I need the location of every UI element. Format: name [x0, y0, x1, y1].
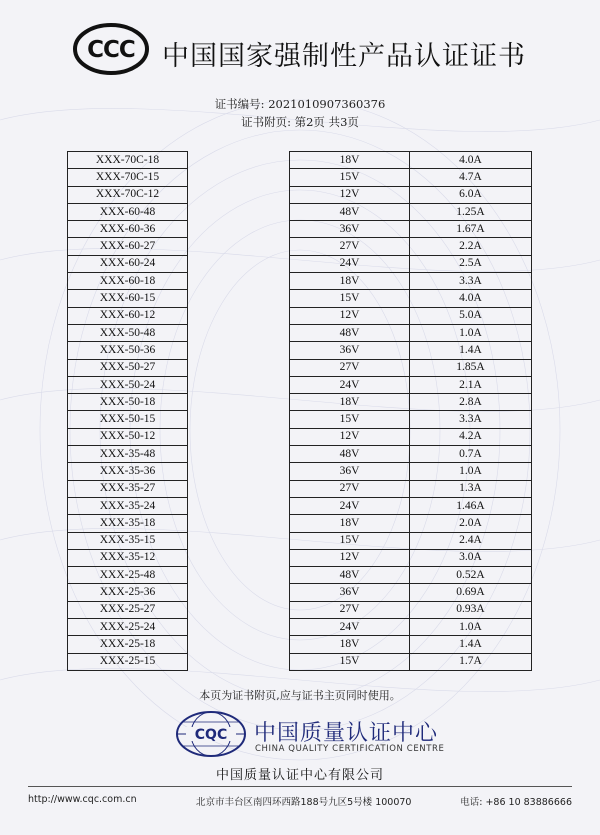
current-cell: 2.8A — [410, 394, 532, 411]
ccc-mark-logo — [72, 22, 150, 76]
voltage-cell: 12V — [290, 549, 410, 566]
current-cell: 2.5A — [410, 255, 532, 272]
model-cell: XXX-35-12 — [68, 549, 188, 566]
voltage-cell: 27V — [290, 480, 410, 497]
voltage-cell: 36V — [290, 221, 410, 238]
model-cell: XXX-35-48 — [68, 446, 188, 463]
footer-address: 北京市丰台区南四环西路188号九区5号楼 100070 — [196, 797, 412, 808]
model-cell: XXX-35-18 — [68, 515, 188, 532]
model-cell: XXX-50-24 — [68, 376, 188, 393]
blank-cell — [188, 324, 290, 341]
voltage-cell: 27V — [290, 359, 410, 376]
model-rating-table — [67, 151, 532, 671]
model-cell: XXX-35-27 — [68, 480, 188, 497]
voltage-cell: 36V — [290, 463, 410, 480]
model-cell: XXX-70C-18 — [68, 152, 188, 169]
current-cell: 2.0A — [410, 515, 532, 532]
model-cell: XXX-60-15 — [68, 290, 188, 307]
table-row — [68, 273, 532, 290]
voltage-cell: 36V — [290, 342, 410, 359]
org-name-chinese: 中国质量认证中心 — [254, 721, 439, 746]
voltage-cell: 27V — [290, 238, 410, 255]
current-cell: 2.2A — [410, 238, 532, 255]
table-row — [68, 567, 532, 584]
blank-cell — [188, 394, 290, 411]
blank-cell — [188, 636, 290, 653]
voltage-cell: 24V — [290, 497, 410, 514]
table-row — [68, 290, 532, 307]
model-cell: XXX-25-48 — [68, 567, 188, 584]
blank-cell — [188, 446, 290, 463]
current-cell: 1.7A — [410, 653, 532, 670]
current-cell: 3.0A — [410, 549, 532, 566]
table-row — [68, 238, 532, 255]
blank-cell — [188, 411, 290, 428]
certificate-number: 证书编号: 2021010907360376 — [214, 97, 386, 111]
current-cell: 1.67A — [410, 221, 532, 238]
blank-cell — [188, 601, 290, 618]
table-row — [68, 446, 532, 463]
model-cell: XXX-25-18 — [68, 636, 188, 653]
blank-cell — [188, 619, 290, 636]
voltage-cell: 24V — [290, 255, 410, 272]
current-cell: 1.0A — [410, 619, 532, 636]
certificate-title: 中国国家强制性产品认证证书 — [162, 41, 526, 72]
current-cell: 4.0A — [410, 152, 532, 169]
table-row — [68, 221, 532, 238]
voltage-cell: 48V — [290, 324, 410, 341]
model-cell: XXX-35-24 — [68, 497, 188, 514]
blank-cell — [188, 307, 290, 324]
company-name: 中国质量认证中心有限公司 — [215, 768, 384, 783]
current-cell: 0.69A — [410, 584, 532, 601]
current-cell: 3.3A — [410, 411, 532, 428]
table-row — [68, 601, 532, 618]
blank-cell — [188, 463, 290, 480]
voltage-cell: 24V — [290, 619, 410, 636]
current-cell: 0.7A — [410, 446, 532, 463]
blank-cell — [188, 273, 290, 290]
voltage-cell: 48V — [290, 203, 410, 220]
voltage-cell: 12V — [290, 186, 410, 203]
blank-cell — [188, 549, 290, 566]
voltage-cell: 15V — [290, 411, 410, 428]
current-cell: 6.0A — [410, 186, 532, 203]
table-row — [68, 203, 532, 220]
table-row — [68, 497, 532, 514]
current-cell: 0.52A — [410, 567, 532, 584]
model-cell: XXX-60-36 — [68, 221, 188, 238]
cqc-globe-logo — [174, 710, 248, 758]
model-cell: XXX-60-12 — [68, 307, 188, 324]
table-row — [68, 255, 532, 272]
appendix-page-indicator: 证书附页: 第2页 共3页 — [241, 115, 359, 129]
table-row — [68, 636, 532, 653]
org-name-english: CHINA QUALITY CERTIFICATION CENTRE — [255, 744, 445, 754]
voltage-cell: 48V — [290, 567, 410, 584]
svg-text:CCC: CCC — [87, 37, 135, 63]
current-cell: 1.3A — [410, 480, 532, 497]
blank-cell — [188, 359, 290, 376]
model-cell: XXX-70C-15 — [68, 169, 188, 186]
table-row — [68, 307, 532, 324]
current-cell: 4.2A — [410, 428, 532, 445]
footer-phone: 电话: +86 10 83886666 — [460, 797, 572, 808]
current-cell: 1.46A — [410, 497, 532, 514]
voltage-cell: 24V — [290, 376, 410, 393]
table-row — [68, 515, 532, 532]
model-cell: XXX-35-15 — [68, 532, 188, 549]
model-cell: XXX-35-36 — [68, 463, 188, 480]
voltage-cell: 18V — [290, 515, 410, 532]
blank-cell — [188, 428, 290, 445]
voltage-cell: 36V — [290, 584, 410, 601]
model-cell: XXX-25-24 — [68, 619, 188, 636]
current-cell: 1.0A — [410, 463, 532, 480]
table-row — [68, 411, 532, 428]
blank-cell — [188, 221, 290, 238]
blank-cell — [188, 567, 290, 584]
blank-cell — [188, 532, 290, 549]
table-row — [68, 324, 532, 341]
blank-cell — [188, 152, 290, 169]
current-cell: 1.4A — [410, 636, 532, 653]
blank-cell — [188, 653, 290, 670]
current-cell: 1.85A — [410, 359, 532, 376]
model-cell: XXX-60-48 — [68, 203, 188, 220]
blank-cell — [188, 497, 290, 514]
model-cell: XXX-50-15 — [68, 411, 188, 428]
table-row — [68, 152, 532, 169]
current-cell: 4.0A — [410, 290, 532, 307]
blank-cell — [188, 255, 290, 272]
svg-text:CQC: CQC — [194, 727, 228, 743]
current-cell: 3.3A — [410, 273, 532, 290]
table-row — [68, 342, 532, 359]
model-cell: XXX-25-15 — [68, 653, 188, 670]
model-cell: XXX-60-27 — [68, 238, 188, 255]
table-row — [68, 619, 532, 636]
model-cell: XXX-60-18 — [68, 273, 188, 290]
table-row — [68, 463, 532, 480]
voltage-cell: 48V — [290, 446, 410, 463]
voltage-cell: 12V — [290, 307, 410, 324]
current-cell: 1.25A — [410, 203, 532, 220]
blank-cell — [188, 376, 290, 393]
blank-cell — [188, 342, 290, 359]
voltage-cell: 18V — [290, 152, 410, 169]
table-row — [68, 394, 532, 411]
table-row — [68, 584, 532, 601]
blank-cell — [188, 480, 290, 497]
blank-cell — [188, 169, 290, 186]
blank-cell — [188, 584, 290, 601]
table-row — [68, 169, 532, 186]
table-row — [68, 653, 532, 670]
table-row — [68, 532, 532, 549]
model-cell: XXX-25-36 — [68, 584, 188, 601]
table-row — [68, 359, 532, 376]
model-cell: XXX-50-36 — [68, 342, 188, 359]
blank-cell — [188, 290, 290, 307]
voltage-cell: 15V — [290, 532, 410, 549]
model-cell: XXX-70C-12 — [68, 186, 188, 203]
blank-cell — [188, 203, 290, 220]
current-cell: 1.4A — [410, 342, 532, 359]
model-cell: XXX-25-27 — [68, 601, 188, 618]
table-row — [68, 480, 532, 497]
voltage-cell: 18V — [290, 394, 410, 411]
appendix-note: 本页为证书附页,应与证书主页同时使用。 — [199, 689, 401, 702]
voltage-cell: 15V — [290, 653, 410, 670]
voltage-cell: 18V — [290, 636, 410, 653]
table-row — [68, 186, 532, 203]
blank-cell — [188, 515, 290, 532]
blank-cell — [188, 186, 290, 203]
current-cell: 4.7A — [410, 169, 532, 186]
voltage-cell: 18V — [290, 273, 410, 290]
current-cell: 1.0A — [410, 324, 532, 341]
table-row — [68, 428, 532, 445]
current-cell: 2.1A — [410, 376, 532, 393]
footer-divider — [28, 786, 572, 787]
model-cell: XXX-50-12 — [68, 428, 188, 445]
model-cell: XXX-50-48 — [68, 324, 188, 341]
current-cell: 2.4A — [410, 532, 532, 549]
voltage-cell: 12V — [290, 428, 410, 445]
table-row — [68, 549, 532, 566]
current-cell: 5.0A — [410, 307, 532, 324]
voltage-cell: 15V — [290, 290, 410, 307]
model-cell: XXX-50-18 — [68, 394, 188, 411]
blank-cell — [188, 238, 290, 255]
current-cell: 0.93A — [410, 601, 532, 618]
voltage-cell: 15V — [290, 169, 410, 186]
model-cell: XXX-50-27 — [68, 359, 188, 376]
table-row — [68, 376, 532, 393]
model-cell: XXX-60-24 — [68, 255, 188, 272]
voltage-cell: 27V — [290, 601, 410, 618]
footer-website-link[interactable]: http://www.cqc.com.cn — [28, 794, 137, 805]
